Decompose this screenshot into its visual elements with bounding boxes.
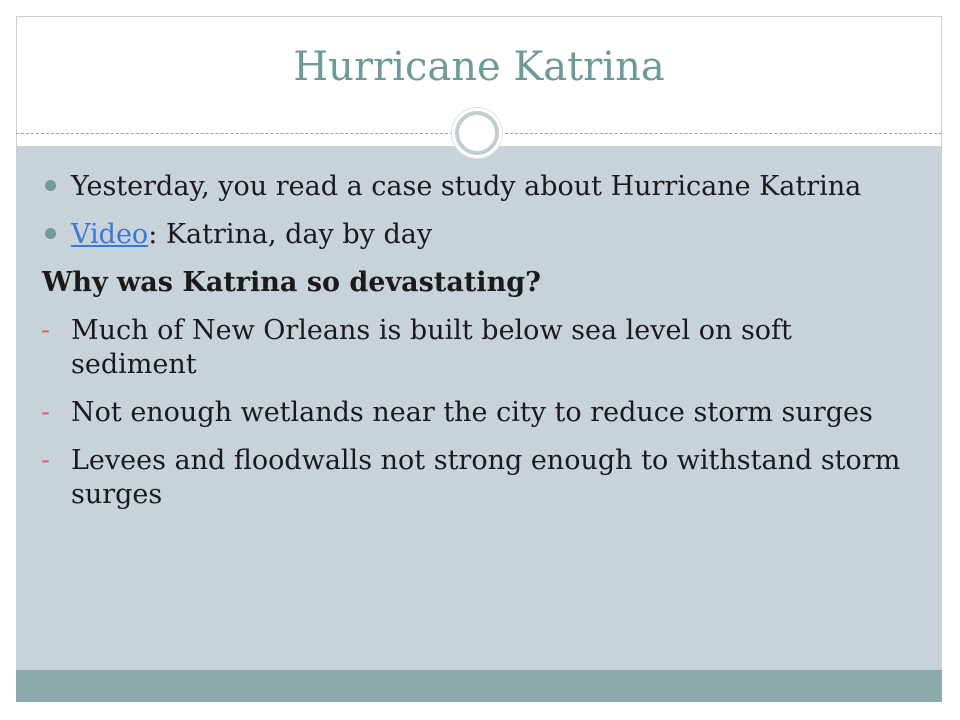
circle-ornament-icon	[452, 108, 502, 158]
bullet-item-video	[42, 218, 912, 252]
reason-item	[42, 444, 912, 512]
footer-bar	[16, 670, 942, 702]
round-bullet-icon	[45, 180, 56, 191]
section-heading: Why was Katrina so devastating?	[42, 267, 541, 298]
slide-title: Hurricane Katrina	[293, 44, 665, 90]
dash-marker: -	[41, 397, 51, 428]
video-link[interactable]: Video	[71, 219, 149, 250]
dash-marker: -	[41, 315, 51, 346]
round-bullet-icon	[45, 228, 56, 239]
bullet-item-case-study	[42, 170, 912, 204]
slide-body	[42, 170, 912, 526]
reason-item	[42, 314, 912, 382]
reason-item	[42, 396, 912, 430]
reason-text: Not enough wetlands near the city to reduce storm surges	[71, 397, 873, 428]
reason-text: Levees and floodwalls not strong enough to withstand storm surges	[71, 445, 901, 510]
dash-marker: -	[41, 445, 51, 476]
bullet-text: : Katrina, day by day	[148, 219, 433, 250]
bullet-text: Yesterday, you read a case study about Hurricane Katrina	[71, 171, 862, 202]
reason-text: Much of New Orleans is built below sea level on soft sediment	[71, 315, 792, 380]
